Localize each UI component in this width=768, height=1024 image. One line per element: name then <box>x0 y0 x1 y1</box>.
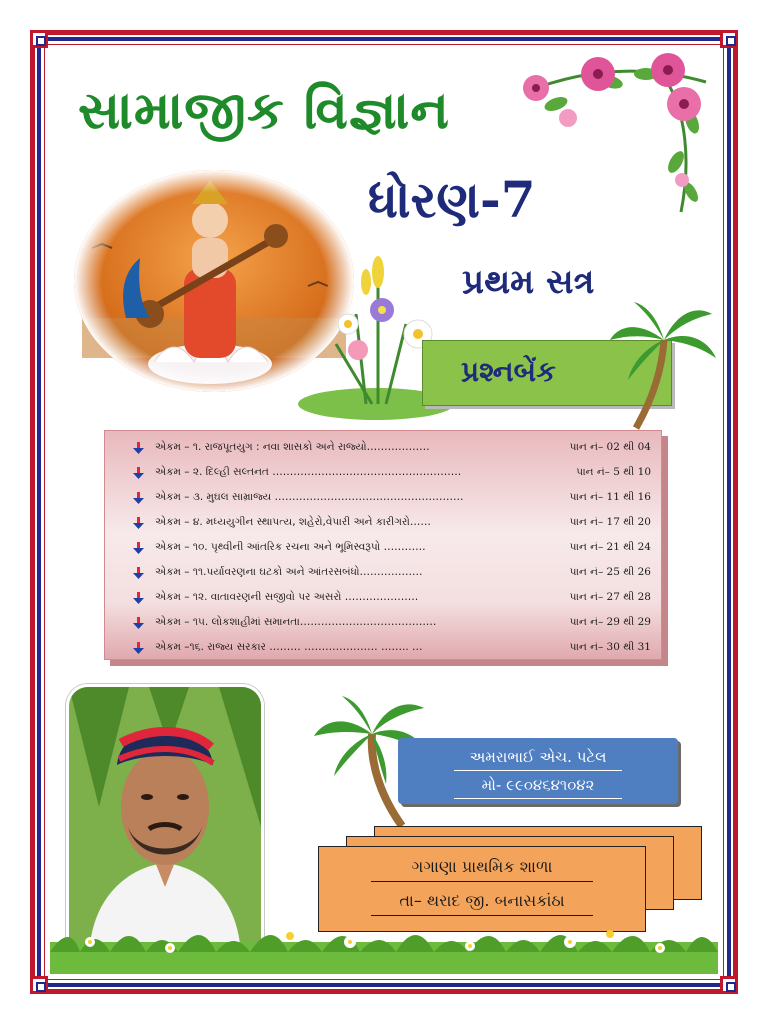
unit-row <box>133 564 653 586</box>
flower-vine-icon <box>516 52 716 222</box>
unit-title: એકમ – ૪. મધ્યયુગીન સ્થાપત્ય, શહેરો,વેપારી અને કારીગરો…… <box>155 516 431 528</box>
unit-title: એકમ –૧૬. રાજ્ય સરકાર ……… ………………… …….. … <box>155 641 423 653</box>
unit-row <box>133 614 653 636</box>
unit-title: એકમ – ૧૧.પર્યાવરણના ઘટકો અને આંતરસબંધો……………… <box>155 566 423 578</box>
unit-title: એકમ – ૧૦. પૃથ્વીની આંતરિક રચના અને ભૂમિસ્વરૂપો ………… <box>155 541 426 553</box>
unit-pages: પાન નં– 21 થી 24 <box>569 541 651 553</box>
unit-pages: પાન નં– 02 થી 04 <box>569 441 651 453</box>
unit-pages: પાન નં– 30 થી 31 <box>569 641 651 653</box>
unit-row <box>133 514 653 536</box>
units-index-panel <box>104 430 662 660</box>
question-bank-text: પ્રશ્નબેંક <box>461 355 556 388</box>
corner-ornament-icon <box>30 30 48 48</box>
school-address: તા– થરાદ જી. બનાસકાંઠા <box>399 891 565 910</box>
corner-ornament-icon <box>720 976 738 994</box>
unit-title: એકમ – ૧૫. લોકશાહીમાં સમાનતા………………………………… <box>155 616 437 628</box>
author-mobile: મો- ૯૯૦૪૬૪૧૦૪૨ <box>481 776 595 794</box>
divider <box>371 881 593 882</box>
unit-pages: પાન નં– 29 થી 29 <box>569 616 651 628</box>
bullet-icon <box>133 442 145 454</box>
corner-ornament-icon <box>30 976 48 994</box>
unit-row <box>133 439 653 461</box>
unit-row <box>133 589 653 611</box>
unit-title: એકમ – ૩. મુઘલ સામ્રાજ્ય ……………………………………………… <box>155 491 464 503</box>
semester-heading: પ્રથમ સત્ર <box>462 262 595 302</box>
unit-pages: પાન નં– 25 થી 26 <box>569 566 651 578</box>
unit-pages: પાન નં– 27 થી 28 <box>569 591 651 603</box>
book-title: સામાજીક વિજ્ઞાન <box>78 80 451 141</box>
divider <box>454 798 622 799</box>
unit-title: એકમ – ૧૨. વાતાવરણની સજીવો પર અસરો ………………… <box>155 591 419 603</box>
bullet-icon <box>133 642 145 654</box>
unit-row <box>133 464 653 486</box>
bullet-icon <box>133 542 145 554</box>
unit-title: એકમ – ૧. રાજપૂતયુગ : નવા શાસકો અને રાજ્યો……………… <box>155 441 430 453</box>
palm-tree-icon <box>608 300 718 430</box>
author-name-banner <box>398 738 678 804</box>
unit-title: એકમ – ૨. દિલ્હી સલ્તનત ……………………………………………… <box>155 466 462 478</box>
bullet-icon <box>133 592 145 604</box>
grass-border-icon <box>50 912 718 974</box>
unit-row <box>133 639 653 661</box>
corner-ornament-icon <box>720 30 738 48</box>
bullet-icon <box>133 467 145 479</box>
bullet-icon <box>133 517 145 529</box>
unit-pages: પાન નં– 17 થી 20 <box>569 516 651 528</box>
unit-pages: પાન નં– 5 થી 10 <box>576 466 651 478</box>
unit-row <box>133 489 653 511</box>
bullet-icon <box>133 617 145 629</box>
standard-heading: ધોરણ-7 <box>368 170 536 229</box>
unit-row <box>133 539 653 561</box>
author-name: અમરાભાઈ એચ. પટેલ <box>469 748 607 766</box>
bullet-icon <box>133 567 145 579</box>
divider <box>454 770 622 771</box>
school-name: ગગાણા પ્રાથમિક શાળા <box>411 857 553 876</box>
bullet-icon <box>133 492 145 504</box>
unit-pages: પાન નં– 11 થી 16 <box>569 491 651 503</box>
